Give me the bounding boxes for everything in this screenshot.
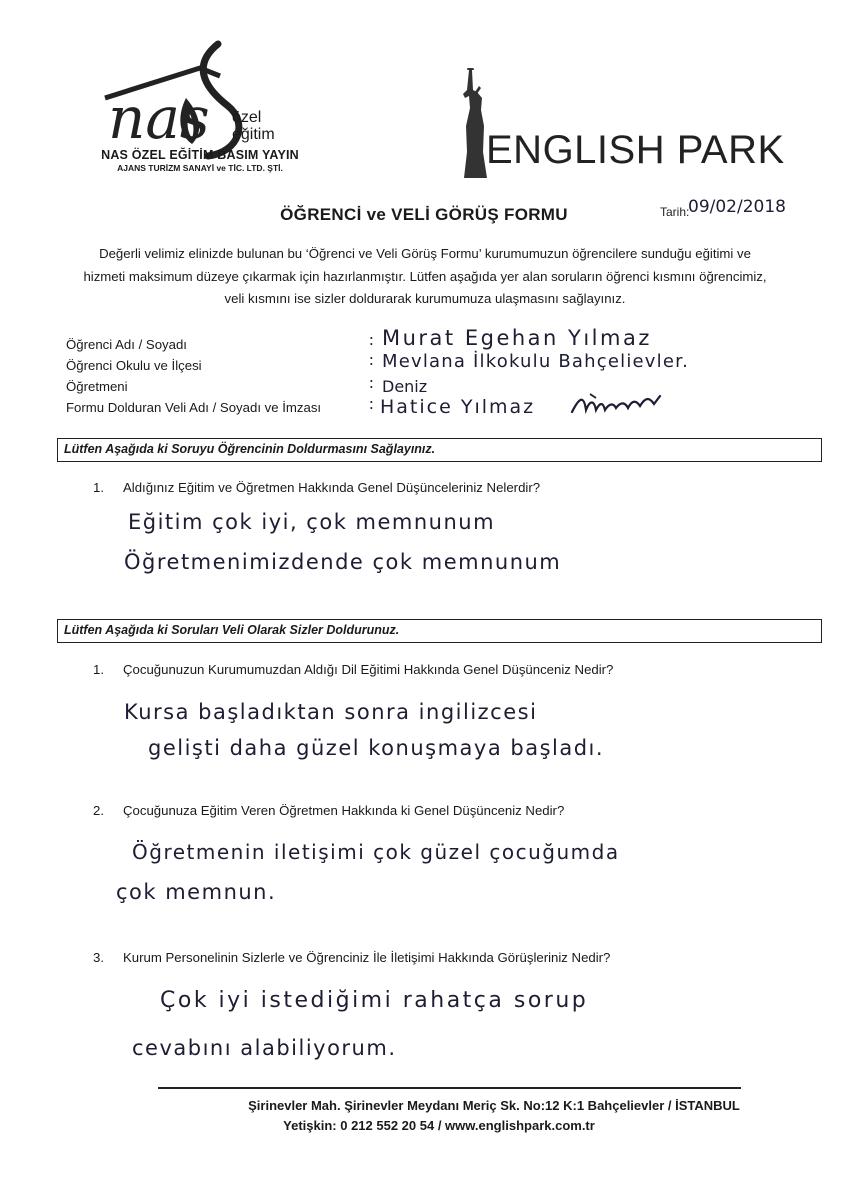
question-text: Kurum Personelinin Sizlerle ve Öğrenciniz İle İletişimi Hakkında Görüşleriniz Nedir?: [123, 950, 611, 965]
intro-paragraph: [70, 243, 780, 311]
parent-question-2: [93, 803, 564, 818]
date-label: Tarih:: [660, 205, 690, 219]
date-value: 09/02/2018: [688, 197, 786, 217]
parent-signature: [570, 392, 666, 418]
intro-line-3: veli kısmını ise sizler doldurarak kurumumuza ulaşmasını sağlayınız.: [224, 291, 626, 306]
parent-answer-1-line-1[interactable]: Kursa başladıktan sonra ingilizcesi: [124, 700, 538, 724]
parent-answer-3-line-1[interactable]: Çok iyi istediğimi rahatça sorup: [160, 988, 589, 1013]
nas-company-name: NAS ÖZEL EĞİTİM BASIM YAYIN: [101, 148, 299, 162]
parent-section-header: [57, 619, 822, 643]
teacher-colon: :: [369, 373, 374, 392]
student-section-heading: Lütfen Aşağıda ki Soruyu Öğrencinin Doldurmasını Sağlayınız.: [64, 442, 436, 456]
parent-section-heading: Lütfen Aşağıda ki Soruları Veli Olarak Sizler Doldurunuz.: [64, 623, 400, 637]
question-number: 1.: [93, 662, 104, 677]
nas-company-subtitle: AJANS TURİZM SANAYİ ve TİC. LTD. ŞTİ.: [117, 163, 283, 173]
student-name-value[interactable]: Murat Egehan Yılmaz: [382, 326, 652, 350]
student-name-label: Öğrenci Adı / Soyadı: [66, 337, 187, 352]
school-colon: :: [369, 350, 374, 369]
question-text: Aldığınız Eğitim ve Öğretmen Hakkında Genel Düşünceleriniz Nelerdir?: [123, 480, 541, 495]
nas-egitim-text: eğitim: [232, 126, 275, 143]
question-number: 2.: [93, 803, 104, 818]
parent-question-1: [93, 662, 613, 677]
parent-answer-2-line-1[interactable]: Öğretmenin iletişimi çok güzel çocuğumda: [132, 840, 620, 864]
teacher-label: Öğretmeni: [66, 379, 128, 394]
student-name-colon: :: [369, 330, 374, 349]
parent-colon: :: [369, 394, 374, 413]
intro-line-1: Değerli velimiz elinizde bulunan bu ‘Öğrenci ve Veli Görüş Formu’ kurumumuzun öğrencilere sunduğu eğitimi ve: [99, 246, 751, 261]
student-section-header: [57, 438, 822, 462]
student-answer-1-line-2[interactable]: Öğretmenimizdende çok memnunum: [124, 550, 562, 574]
english-park-logo-text: ENGLISH PARK: [486, 128, 785, 172]
question-text: Çocuğunuza Eğitim Veren Öğretmen Hakkında ki Genel Düşünceniz Nedir?: [123, 803, 565, 818]
student-answer-1-line-1[interactable]: Eğitim çok iyi, çok memnunum: [128, 510, 496, 534]
parent-label: Formu Dolduran Veli Adı / Soyadı ve İmzası: [66, 400, 322, 415]
form-title: ÖĞRENCİ ve VELİ GÖRÜŞ FORMU: [280, 205, 568, 224]
school-label: Öğrenci Okulu ve İlçesi: [66, 358, 202, 373]
parent-answer-1-line-2[interactable]: gelişti daha güzel konuşmaya başladı.: [148, 736, 605, 760]
parent-answer-2-line-2[interactable]: çok memnun.: [116, 880, 277, 904]
student-question-1: [93, 480, 540, 495]
footer-contact: Yetişkin: 0 212 552 20 54 / www.englishpark.com.tr: [283, 1118, 595, 1133]
teacher-value[interactable]: Deniz: [382, 377, 428, 396]
school-value[interactable]: Mevlana İlkokulu Bahçelievler.: [382, 351, 689, 372]
footer-address: Şirinevler Mah. Şirinevler Meydanı Meriç Sk. No:12 K:1 Bahçelievler / İSTANBUL: [248, 1098, 740, 1113]
question-text: Çocuğunuzun Kurumumuzdan Aldığı Dil Eğitimi Hakkında Genel Düşünceniz Nedir?: [123, 662, 614, 677]
footer-divider: [158, 1087, 741, 1089]
parent-question-3: [93, 950, 610, 965]
nas-script: nas: [108, 84, 210, 152]
question-number: 1.: [93, 480, 104, 495]
question-number: 3.: [93, 950, 104, 965]
parent-value[interactable]: Hatice Yılmaz: [380, 396, 536, 418]
parent-answer-3-line-2[interactable]: cevabını alabiliyorum.: [132, 1036, 397, 1060]
nas-ozel-text: özel: [232, 109, 262, 126]
intro-line-2: hizmeti maksimum düzeye çıkarmak için hazırlanmıştır. Lütfen aşağıda yer alan soruların öğrenci kısmını öğrencimiz,: [83, 268, 767, 284]
